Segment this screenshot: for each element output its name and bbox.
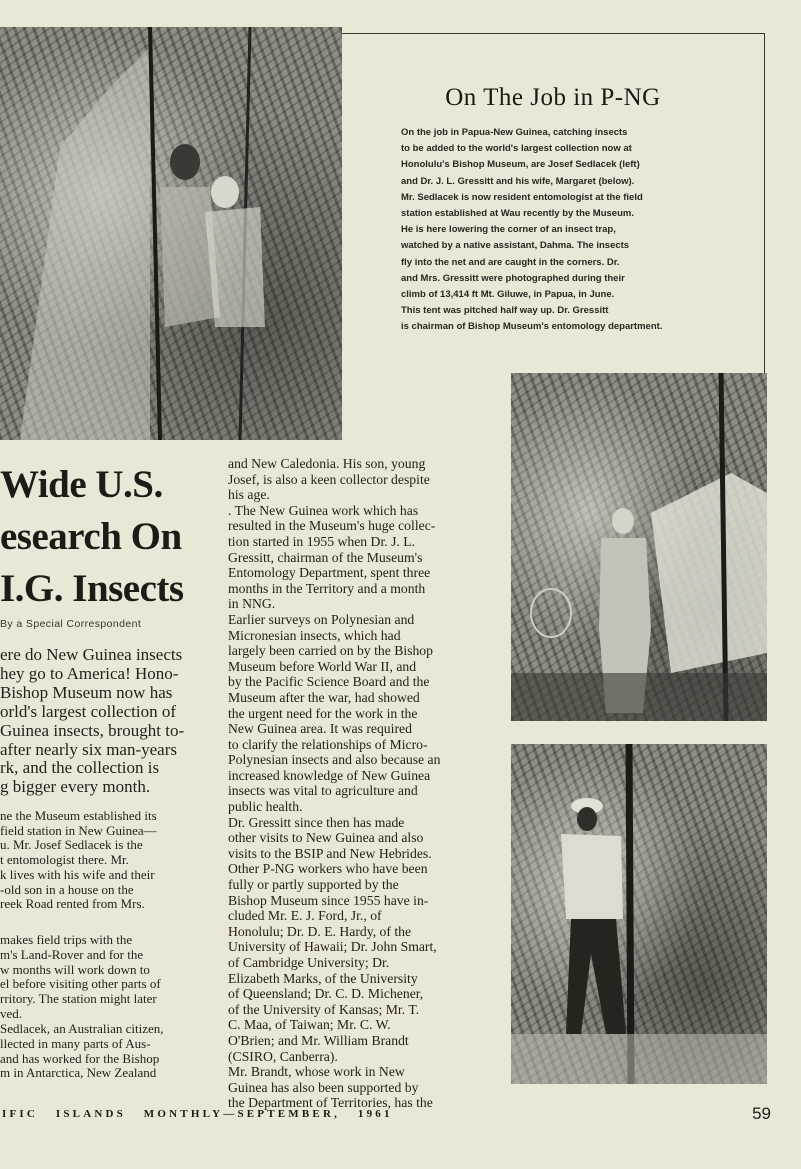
caption-line: to be added to the world's largest collection now at bbox=[401, 143, 632, 155]
text-line: Sedlacek, an Australian citizen, bbox=[0, 1022, 164, 1036]
text-line: ved. bbox=[0, 1005, 23, 1021]
text-line: hey go to America! Hono- bbox=[0, 663, 179, 683]
text-line: University of Hawaii; Dr. John Smart, bbox=[228, 939, 437, 955]
text-line: Guinea insects, brought to- bbox=[0, 720, 185, 740]
headline-line: esearch On bbox=[0, 515, 182, 558]
text-line: w months will work down to bbox=[0, 961, 150, 977]
body-paragraph bbox=[0, 1022, 208, 1081]
text-line: after nearly six man-years bbox=[0, 739, 177, 759]
sedlacek-tent-photo bbox=[511, 373, 767, 721]
text-line: tion started in 1955 when Dr. J. L. bbox=[228, 533, 416, 549]
text-line: reek Road rented from Mrs. bbox=[0, 896, 145, 912]
text-line: insects was vital to agriculture and bbox=[228, 783, 418, 799]
caption-line: and Mrs. Gressitt were photographed during their bbox=[401, 272, 625, 284]
text-line: makes field trips with the bbox=[0, 933, 133, 947]
text-line: u. Mr. Josef Sedlacek is the bbox=[0, 837, 143, 853]
text-line: Polynesian insects and also because an bbox=[228, 752, 441, 768]
text-line: and New Caledonia. His son, young bbox=[228, 456, 426, 471]
caption-line: station established at Wau recently by the Museum. bbox=[401, 208, 634, 220]
text-line: and has worked for the Bishop bbox=[0, 1050, 160, 1066]
text-line: increased knowledge of New Guinea bbox=[228, 767, 431, 783]
text-line: Museum after the war, had showed bbox=[228, 689, 420, 705]
jungle-photo bbox=[0, 27, 342, 440]
text-line: Museum before World War II, and bbox=[228, 658, 417, 674]
text-line: k lives with his wife and their bbox=[0, 866, 155, 882]
caption-line: Mr. Sedlacek is now resident entomologist at the field bbox=[401, 191, 643, 203]
text-line: Gressitt, chairman of the Museum's bbox=[228, 549, 423, 565]
lead-paragraph bbox=[0, 646, 208, 797]
text-line: O'Brien; and Mr. William Brandt bbox=[228, 1032, 409, 1048]
body-paragraph bbox=[0, 933, 208, 1022]
text-line: by the Pacific Science Board and the bbox=[228, 674, 430, 690]
text-line: Micronesian insects, which had bbox=[228, 627, 401, 643]
text-line: Bishop Museum now has bbox=[0, 682, 173, 702]
page-footer bbox=[0, 1102, 801, 1132]
caption-line: On the job in Papua-New Guinea, catching insects bbox=[401, 127, 628, 138]
article-headline bbox=[0, 462, 215, 612]
gressitt-trail-photo bbox=[511, 744, 767, 1084]
text-line: of the University of Kansas; Mr. T. bbox=[228, 1001, 420, 1017]
text-line: Dr. Gressitt since then has made bbox=[228, 814, 405, 830]
text-line: months in the Territory and a month bbox=[228, 580, 426, 596]
text-line: in NNG. bbox=[228, 596, 276, 612]
caption-line: This tent was pitched half way up. Dr. Gressitt bbox=[401, 305, 609, 317]
caption-line: fly into the net and are caught in the corners. Dr. bbox=[401, 256, 620, 268]
text-line: visits to the BSIP and New Hebrides. bbox=[228, 845, 432, 861]
text-line: public health. bbox=[228, 799, 303, 815]
text-line: (CSIRO, Canberra). bbox=[228, 1048, 338, 1064]
text-line: C. Maa, of Taiwan; Mr. C. W. bbox=[228, 1017, 391, 1033]
text-line: Elizabeth Marks, of the University bbox=[228, 970, 418, 986]
text-line: largely been carried on by the Bishop bbox=[228, 643, 433, 659]
text-line: Earlier surveys on Polynesian and bbox=[228, 611, 415, 627]
text-line: other visits to New Guinea and also bbox=[228, 830, 424, 846]
footer-publication: IFIC ISLANDS MONTHLY—SEPTEMBER, 1961 bbox=[2, 1108, 393, 1120]
text-line: ne the Museum established its bbox=[0, 809, 157, 823]
text-line: of Cambridge University; Dr. bbox=[228, 955, 390, 970]
caption-box bbox=[342, 33, 765, 373]
text-line: m in Antarctica, New Zealand bbox=[0, 1065, 157, 1081]
text-line: Josef, is also a keen collector despite bbox=[228, 471, 430, 487]
caption-line: watched by a native assistant, Dahma. The insects bbox=[401, 240, 630, 252]
text-line: t entomologist there. Mr. bbox=[0, 852, 129, 868]
page-number: 59 bbox=[752, 1104, 771, 1123]
body-paragraph bbox=[0, 809, 208, 912]
caption-line: climb of 13,414 ft Mt. Giluwe, in Papua, in June. bbox=[401, 289, 615, 301]
text-line: -old son in a house on the bbox=[0, 881, 134, 897]
text-line: the Department of Territories, has the bbox=[228, 1095, 433, 1111]
body-column-2 bbox=[228, 456, 490, 1111]
headline-line: I.G. Insects bbox=[0, 567, 184, 610]
headline-line: Wide U.S. bbox=[0, 463, 163, 506]
caption-line: Honolulu's Bishop Museum, are Josef Sedlacek (left) bbox=[401, 159, 640, 171]
text-line: Bishop Museum since 1955 have in- bbox=[228, 892, 429, 908]
caption-text bbox=[401, 125, 746, 336]
text-line: . The New Guinea work which has bbox=[228, 502, 419, 518]
text-line: the urgent need for the work in the bbox=[228, 705, 418, 721]
text-line: Honolulu; Dr. D. E. Hardy, of the bbox=[228, 923, 412, 939]
text-line: of Queensland; Dr. C. D. Michener, bbox=[228, 986, 424, 1002]
text-line: cluded Mr. E. J. Ford, Jr., of bbox=[228, 908, 382, 924]
text-line: Other P-NG workers who have been bbox=[228, 861, 428, 877]
caption-line: and Dr. J. L. Gressitt and his wife, Margaret (below). bbox=[401, 175, 635, 187]
text-line: Entomology Department, spent three bbox=[228, 565, 431, 581]
text-line: field station in New Guinea— bbox=[0, 822, 157, 838]
text-line: ere do New Guinea insects bbox=[0, 646, 183, 664]
text-line: rk, and the collection is bbox=[0, 758, 160, 778]
text-line: his age. bbox=[228, 487, 270, 503]
caption-title: On The Job in P-NG bbox=[445, 84, 661, 111]
text-line: rritory. The station might later bbox=[0, 991, 157, 1007]
text-line: Mr. Brandt, whose work in New bbox=[228, 1064, 405, 1080]
text-line: m's Land-Rover and for the bbox=[0, 946, 144, 962]
byline: By a Special Correspondent bbox=[0, 618, 142, 630]
text-line: resulted in the Museum's huge collec- bbox=[228, 518, 436, 534]
text-line: fully or partly supported by the bbox=[228, 877, 399, 893]
text-line: el before visiting other parts of bbox=[0, 976, 161, 992]
text-line: to clarify the relationships of Micro- bbox=[228, 736, 428, 752]
caption-line: is chairman of Bishop Museum's entomology department. bbox=[401, 321, 663, 333]
text-line: g bigger every month. bbox=[0, 777, 151, 797]
text-line: Guinea has also been supported by bbox=[228, 1079, 419, 1095]
caption-line: He is here lowering the corner of an insect trap, bbox=[401, 224, 616, 236]
text-line: orld's largest collection of bbox=[0, 701, 177, 721]
text-line: New Guinea area. It was required bbox=[228, 721, 412, 737]
text-line: llected in many parts of Aus- bbox=[0, 1035, 151, 1051]
